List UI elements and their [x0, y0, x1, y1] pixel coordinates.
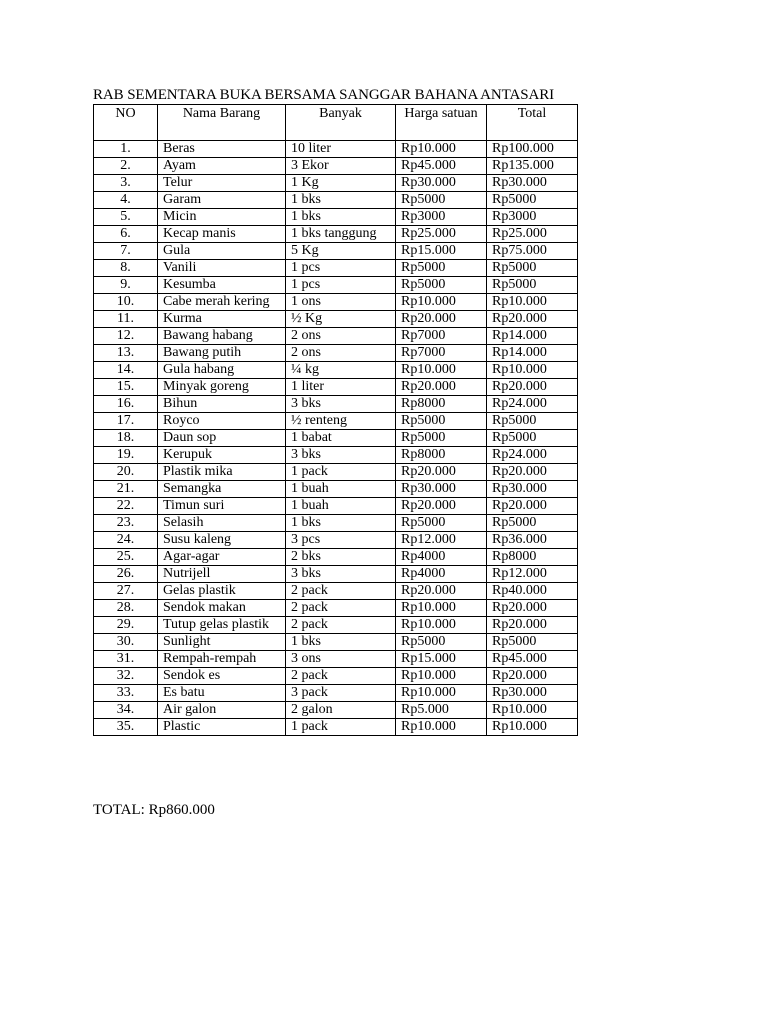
cell-banyak: 1 bks — [286, 192, 396, 209]
cell-banyak: 1 bks — [286, 634, 396, 651]
cell-harga-satuan: Rp5000 — [396, 413, 487, 430]
cell-total: Rp5000 — [487, 260, 578, 277]
cell-nama-barang: Royco — [158, 413, 286, 430]
cell-no: 20. — [94, 464, 158, 481]
cell-harga-satuan: Rp45.000 — [396, 158, 487, 175]
cell-harga-satuan: Rp15.000 — [396, 651, 487, 668]
cell-harga-satuan: Rp30.000 — [396, 481, 487, 498]
cell-banyak: ½ Kg — [286, 311, 396, 328]
cell-no: 12. — [94, 328, 158, 345]
cell-nama-barang: Kerupuk — [158, 447, 286, 464]
header-nama-barang: Nama Barang — [158, 105, 286, 141]
cell-no: 34. — [94, 702, 158, 719]
header-banyak: Banyak — [286, 105, 396, 141]
cell-total: Rp24.000 — [487, 447, 578, 464]
cell-total: Rp20.000 — [487, 464, 578, 481]
table-row — [94, 379, 578, 396]
budget-table — [93, 104, 578, 736]
table-row — [94, 209, 578, 226]
cell-nama-barang: Telur — [158, 175, 286, 192]
cell-nama-barang: Daun sop — [158, 430, 286, 447]
cell-harga-satuan: Rp20.000 — [396, 379, 487, 396]
table-row — [94, 345, 578, 362]
table-row — [94, 498, 578, 515]
table-row — [94, 260, 578, 277]
table-row — [94, 719, 578, 736]
cell-nama-barang: Ayam — [158, 158, 286, 175]
table-row — [94, 532, 578, 549]
cell-banyak: 2 pack — [286, 600, 396, 617]
cell-harga-satuan: Rp7000 — [396, 345, 487, 362]
cell-no: 15. — [94, 379, 158, 396]
cell-total: Rp8000 — [487, 549, 578, 566]
cell-harga-satuan: Rp7000 — [396, 328, 487, 345]
cell-no: 19. — [94, 447, 158, 464]
cell-no: 2. — [94, 158, 158, 175]
table-row — [94, 464, 578, 481]
cell-banyak: 1 bks — [286, 515, 396, 532]
cell-no: 31. — [94, 651, 158, 668]
cell-banyak: 2 pack — [286, 668, 396, 685]
cell-no: 17. — [94, 413, 158, 430]
table-row — [94, 328, 578, 345]
table-row — [94, 226, 578, 243]
table-row — [94, 481, 578, 498]
cell-total: Rp10.000 — [487, 294, 578, 311]
cell-harga-satuan: Rp8000 — [396, 396, 487, 413]
cell-nama-barang: Sendok makan — [158, 600, 286, 617]
cell-total: Rp30.000 — [487, 685, 578, 702]
cell-banyak: ¼ kg — [286, 362, 396, 379]
cell-harga-satuan: Rp5000 — [396, 277, 487, 294]
cell-total: Rp20.000 — [487, 379, 578, 396]
cell-harga-satuan: Rp12.000 — [396, 532, 487, 549]
cell-total: Rp14.000 — [487, 328, 578, 345]
cell-no: 23. — [94, 515, 158, 532]
cell-no: 24. — [94, 532, 158, 549]
cell-harga-satuan: Rp10.000 — [396, 600, 487, 617]
table-row — [94, 685, 578, 702]
cell-nama-barang: Selasih — [158, 515, 286, 532]
cell-no: 9. — [94, 277, 158, 294]
cell-banyak: 3 bks — [286, 566, 396, 583]
cell-total: Rp20.000 — [487, 668, 578, 685]
cell-harga-satuan: Rp10.000 — [396, 294, 487, 311]
table-row — [94, 311, 578, 328]
cell-total: Rp5000 — [487, 413, 578, 430]
cell-no: 22. — [94, 498, 158, 515]
cell-no: 5. — [94, 209, 158, 226]
cell-total: Rp45.000 — [487, 651, 578, 668]
cell-harga-satuan: Rp4000 — [396, 566, 487, 583]
cell-total: Rp5000 — [487, 430, 578, 447]
cell-nama-barang: Beras — [158, 141, 286, 158]
cell-no: 7. — [94, 243, 158, 260]
table-row — [94, 175, 578, 192]
cell-total: Rp20.000 — [487, 617, 578, 634]
cell-total: Rp40.000 — [487, 583, 578, 600]
cell-banyak: 3 bks — [286, 396, 396, 413]
cell-nama-barang: Susu kaleng — [158, 532, 286, 549]
cell-nama-barang: Tutup gelas plastik — [158, 617, 286, 634]
cell-banyak: 1 Kg — [286, 175, 396, 192]
table-row — [94, 702, 578, 719]
cell-total: Rp20.000 — [487, 498, 578, 515]
cell-nama-barang: Kecap manis — [158, 226, 286, 243]
cell-no: 29. — [94, 617, 158, 634]
cell-no: 26. — [94, 566, 158, 583]
cell-harga-satuan: Rp10.000 — [396, 719, 487, 736]
cell-harga-satuan: Rp5000 — [396, 515, 487, 532]
cell-no: 8. — [94, 260, 158, 277]
header-no: NO — [94, 105, 158, 141]
cell-no: 6. — [94, 226, 158, 243]
cell-no: 21. — [94, 481, 158, 498]
cell-nama-barang: Air galon — [158, 702, 286, 719]
cell-harga-satuan: Rp10.000 — [396, 362, 487, 379]
table-row — [94, 413, 578, 430]
cell-nama-barang: Agar-agar — [158, 549, 286, 566]
cell-harga-satuan: Rp20.000 — [396, 583, 487, 600]
cell-total: Rp100.000 — [487, 141, 578, 158]
cell-no: 16. — [94, 396, 158, 413]
cell-total: Rp30.000 — [487, 175, 578, 192]
cell-nama-barang: Sunlight — [158, 634, 286, 651]
cell-harga-satuan: Rp5.000 — [396, 702, 487, 719]
cell-no: 4. — [94, 192, 158, 209]
cell-banyak: 1 bks — [286, 209, 396, 226]
cell-harga-satuan: Rp30.000 — [396, 175, 487, 192]
cell-banyak: ½ renteng — [286, 413, 396, 430]
cell-nama-barang: Gula — [158, 243, 286, 260]
table-row — [94, 141, 578, 158]
cell-total: Rp5000 — [487, 192, 578, 209]
cell-banyak: 1 buah — [286, 498, 396, 515]
cell-banyak: 3 bks — [286, 447, 396, 464]
cell-harga-satuan: Rp15.000 — [396, 243, 487, 260]
table-row — [94, 617, 578, 634]
cell-harga-satuan: Rp10.000 — [396, 668, 487, 685]
cell-harga-satuan: Rp5000 — [396, 192, 487, 209]
cell-nama-barang: Bihun — [158, 396, 286, 413]
cell-total: Rp36.000 — [487, 532, 578, 549]
table-body — [94, 141, 578, 736]
cell-banyak: 1 pack — [286, 719, 396, 736]
cell-banyak: 3 Ekor — [286, 158, 396, 175]
cell-nama-barang: Micin — [158, 209, 286, 226]
header-total: Total — [487, 105, 578, 141]
cell-total: Rp20.000 — [487, 600, 578, 617]
cell-total: Rp5000 — [487, 277, 578, 294]
cell-nama-barang: Semangka — [158, 481, 286, 498]
cell-nama-barang: Plastic — [158, 719, 286, 736]
cell-no: 13. — [94, 345, 158, 362]
cell-nama-barang: Cabe merah kering — [158, 294, 286, 311]
cell-no: 25. — [94, 549, 158, 566]
cell-banyak: 2 ons — [286, 328, 396, 345]
cell-total: Rp10.000 — [487, 702, 578, 719]
table-row — [94, 515, 578, 532]
cell-harga-satuan: Rp3000 — [396, 209, 487, 226]
cell-total: Rp10.000 — [487, 719, 578, 736]
table-row — [94, 634, 578, 651]
table-row — [94, 430, 578, 447]
cell-no: 18. — [94, 430, 158, 447]
cell-no: 10. — [94, 294, 158, 311]
cell-harga-satuan: Rp10.000 — [396, 617, 487, 634]
cell-no: 1. — [94, 141, 158, 158]
cell-nama-barang: Sendok es — [158, 668, 286, 685]
cell-nama-barang: Gula habang — [158, 362, 286, 379]
cell-nama-barang: Kesumba — [158, 277, 286, 294]
cell-harga-satuan: Rp4000 — [396, 549, 487, 566]
cell-harga-satuan: Rp8000 — [396, 447, 487, 464]
cell-banyak: 1 buah — [286, 481, 396, 498]
table-row — [94, 549, 578, 566]
cell-banyak: 1 ons — [286, 294, 396, 311]
document-title: RAB SEMENTARA BUKA BERSAMA SANGGAR BAHANA ANTASARI — [93, 87, 555, 103]
table-row — [94, 277, 578, 294]
cell-nama-barang: Bawang habang — [158, 328, 286, 345]
cell-total: Rp24.000 — [487, 396, 578, 413]
cell-total: Rp20.000 — [487, 311, 578, 328]
cell-banyak: 1 pcs — [286, 260, 396, 277]
table-row — [94, 158, 578, 175]
grand-total: TOTAL: Rp860.000 — [93, 802, 215, 818]
cell-nama-barang: Es batu — [158, 685, 286, 702]
cell-nama-barang: Kurma — [158, 311, 286, 328]
table-row — [94, 362, 578, 379]
cell-harga-satuan: Rp20.000 — [396, 311, 487, 328]
cell-total: Rp14.000 — [487, 345, 578, 362]
cell-nama-barang: Minyak goreng — [158, 379, 286, 396]
table-row — [94, 566, 578, 583]
cell-total: Rp25.000 — [487, 226, 578, 243]
table-header-row — [94, 105, 578, 141]
cell-no: 33. — [94, 685, 158, 702]
cell-banyak: 2 galon — [286, 702, 396, 719]
cell-total: Rp30.000 — [487, 481, 578, 498]
table-row — [94, 396, 578, 413]
cell-nama-barang: Garam — [158, 192, 286, 209]
cell-banyak: 1 babat — [286, 430, 396, 447]
cell-harga-satuan: Rp10.000 — [396, 141, 487, 158]
cell-total: Rp135.000 — [487, 158, 578, 175]
cell-harga-satuan: Rp5000 — [396, 634, 487, 651]
cell-harga-satuan: Rp25.000 — [396, 226, 487, 243]
cell-no: 14. — [94, 362, 158, 379]
cell-banyak: 1 pcs — [286, 277, 396, 294]
cell-harga-satuan: Rp10.000 — [396, 685, 487, 702]
cell-banyak: 3 ons — [286, 651, 396, 668]
table-row — [94, 668, 578, 685]
cell-total: Rp5000 — [487, 515, 578, 532]
cell-total: Rp10.000 — [487, 362, 578, 379]
cell-total: Rp12.000 — [487, 566, 578, 583]
cell-total: Rp3000 — [487, 209, 578, 226]
cell-banyak: 1 liter — [286, 379, 396, 396]
table-row — [94, 294, 578, 311]
cell-no: 30. — [94, 634, 158, 651]
cell-banyak: 2 pack — [286, 583, 396, 600]
cell-harga-satuan: Rp20.000 — [396, 464, 487, 481]
cell-banyak: 10 liter — [286, 141, 396, 158]
cell-harga-satuan: Rp5000 — [396, 430, 487, 447]
cell-banyak: 2 ons — [286, 345, 396, 362]
table-row — [94, 243, 578, 260]
table-row — [94, 583, 578, 600]
cell-no: 35. — [94, 719, 158, 736]
cell-no: 27. — [94, 583, 158, 600]
cell-nama-barang: Rempah-rempah — [158, 651, 286, 668]
cell-no: 3. — [94, 175, 158, 192]
table-row — [94, 651, 578, 668]
cell-total: Rp5000 — [487, 634, 578, 651]
cell-banyak: 1 bks tanggung — [286, 226, 396, 243]
cell-nama-barang: Plastik mika — [158, 464, 286, 481]
cell-banyak: 3 pcs — [286, 532, 396, 549]
table-row — [94, 447, 578, 464]
cell-no: 32. — [94, 668, 158, 685]
cell-nama-barang: Timun suri — [158, 498, 286, 515]
cell-banyak: 3 pack — [286, 685, 396, 702]
cell-harga-satuan: Rp20.000 — [396, 498, 487, 515]
cell-no: 28. — [94, 600, 158, 617]
cell-banyak: 2 pack — [286, 617, 396, 634]
cell-nama-barang: Vanili — [158, 260, 286, 277]
cell-no: 11. — [94, 311, 158, 328]
cell-nama-barang: Bawang putih — [158, 345, 286, 362]
cell-nama-barang: Gelas plastik — [158, 583, 286, 600]
cell-nama-barang: Nutrijell — [158, 566, 286, 583]
table-row — [94, 192, 578, 209]
cell-banyak: 2 bks — [286, 549, 396, 566]
cell-banyak: 5 Kg — [286, 243, 396, 260]
table-row — [94, 600, 578, 617]
cell-banyak: 1 pack — [286, 464, 396, 481]
cell-total: Rp75.000 — [487, 243, 578, 260]
header-harga-satuan: Harga satuan — [396, 105, 487, 141]
cell-harga-satuan: Rp5000 — [396, 260, 487, 277]
